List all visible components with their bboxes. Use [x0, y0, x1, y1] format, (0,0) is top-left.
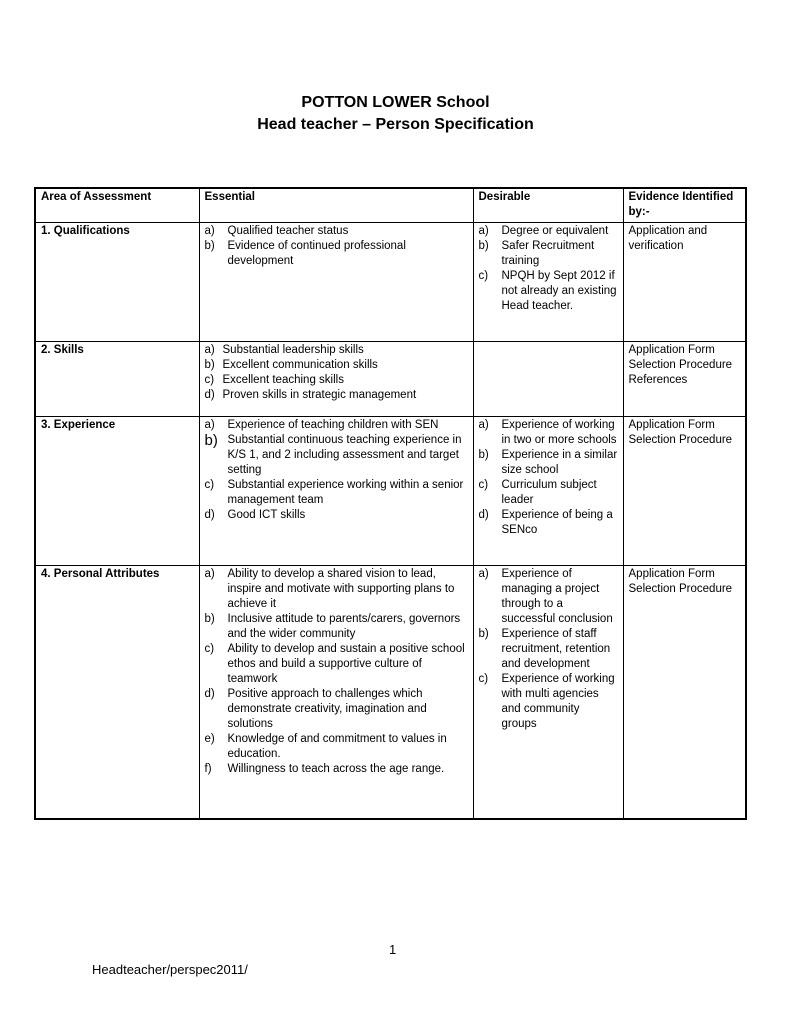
list-item: a) Substantial leadership skills [204, 344, 364, 356]
essential-cell [199, 223, 473, 342]
table-row [35, 342, 746, 417]
list-item: f) Willingness to teach across the age range. [204, 763, 445, 775]
list-item: b) Excellent communication skills [204, 359, 378, 371]
essential-cell [199, 342, 473, 417]
area-cell: 2. Skills [35, 342, 199, 417]
list-item: a) Experience of teaching children with SEN [204, 419, 439, 431]
list-item: b) Experience of staff recruitment, retention and development [478, 628, 611, 670]
evidence-cell [623, 566, 746, 819]
list-item: b) Evidence of continued professional development [204, 240, 406, 267]
list-item: c) NPQH by Sept 2012 if not already an existing Head teacher. [478, 270, 617, 312]
list-item: d) Positive approach to challenges which demonstrate creativity, imagination and solutions [204, 688, 427, 730]
list-item: c) Substantial experience working within a senior management team [204, 479, 464, 506]
essential-cell [199, 417, 473, 566]
area-cell: 1. Qualifications [35, 223, 199, 342]
document-title: POTTON LOWER School [301, 94, 490, 111]
list-item: d) Experience of being a SENco [478, 509, 613, 536]
evidence-item: Application Form [628, 568, 715, 580]
list-item: e) Knowledge of and commitment to values in education. [204, 733, 447, 760]
list-item: b) Substantial continuous teaching experience in K/S 1, and 2 including assessment and target setting [204, 432, 462, 476]
evidence-item: References [628, 374, 688, 386]
list-item: a) Experience of working in two or more schools [478, 419, 617, 446]
person-specification-table [34, 187, 747, 820]
desirable-cell [473, 223, 623, 342]
evidence-item: Selection Procedure [628, 583, 733, 595]
header-evidence: Evidence Identified by:- [623, 188, 746, 223]
list-item: c) Experience of working with multi agencies and community groups [478, 673, 615, 730]
table-row [35, 417, 746, 566]
list-item: b) Experience in a similar size school [478, 449, 618, 476]
list-item: c) Curriculum subject leader [478, 479, 597, 506]
footer-doc-reference: Headteacher/perspec2011/ [92, 962, 248, 977]
header-essential: Essential [199, 188, 473, 223]
essential-cell [199, 566, 473, 819]
evidence-cell [623, 223, 746, 342]
list-item: b) Safer Recruitment training [478, 240, 595, 267]
list-item: b) Inclusive attitude to parents/carers, governors and the wider community [204, 613, 461, 640]
evidence-item: Application Form [628, 419, 715, 431]
document-subtitle: Head teacher – Person Specification [257, 116, 534, 133]
area-cell: 3. Experience [35, 417, 199, 566]
desirable-cell [473, 417, 623, 566]
evidence-item: Selection Procedure [628, 359, 733, 371]
header-desirable: Desirable [473, 188, 623, 223]
list-item: c) Ability to develop and sustain a positive school ethos and build a supportive culture of teamwork [204, 643, 465, 685]
list-item: d) Proven skills in strategic management [204, 389, 417, 401]
table-header-row [35, 188, 746, 223]
page-number: 1 [389, 942, 397, 957]
evidence-cell [623, 342, 746, 417]
list-item: a) Qualified teacher status [204, 225, 349, 237]
desirable-cell [473, 342, 623, 417]
list-item: a) Experience of managing a project through to a successful conclusion [478, 568, 613, 625]
header-area: Area of Assessment [35, 188, 199, 223]
evidence-item: Application and verification [628, 225, 708, 252]
evidence-cell [623, 417, 746, 566]
table-row [35, 223, 746, 342]
evidence-item: Selection Procedure [628, 434, 733, 446]
list-item: c) Excellent teaching skills [204, 374, 344, 386]
table-row [35, 566, 746, 819]
list-item: a) Degree or equivalent [478, 225, 609, 237]
area-cell: 4. Personal Attributes [35, 566, 199, 819]
list-item: d) Good ICT skills [204, 509, 306, 521]
evidence-item: Application Form [628, 344, 715, 356]
list-item: a) Ability to develop a shared vision to lead, inspire and motivate with supporting plans to achieve it [204, 568, 455, 610]
desirable-cell [473, 566, 623, 819]
